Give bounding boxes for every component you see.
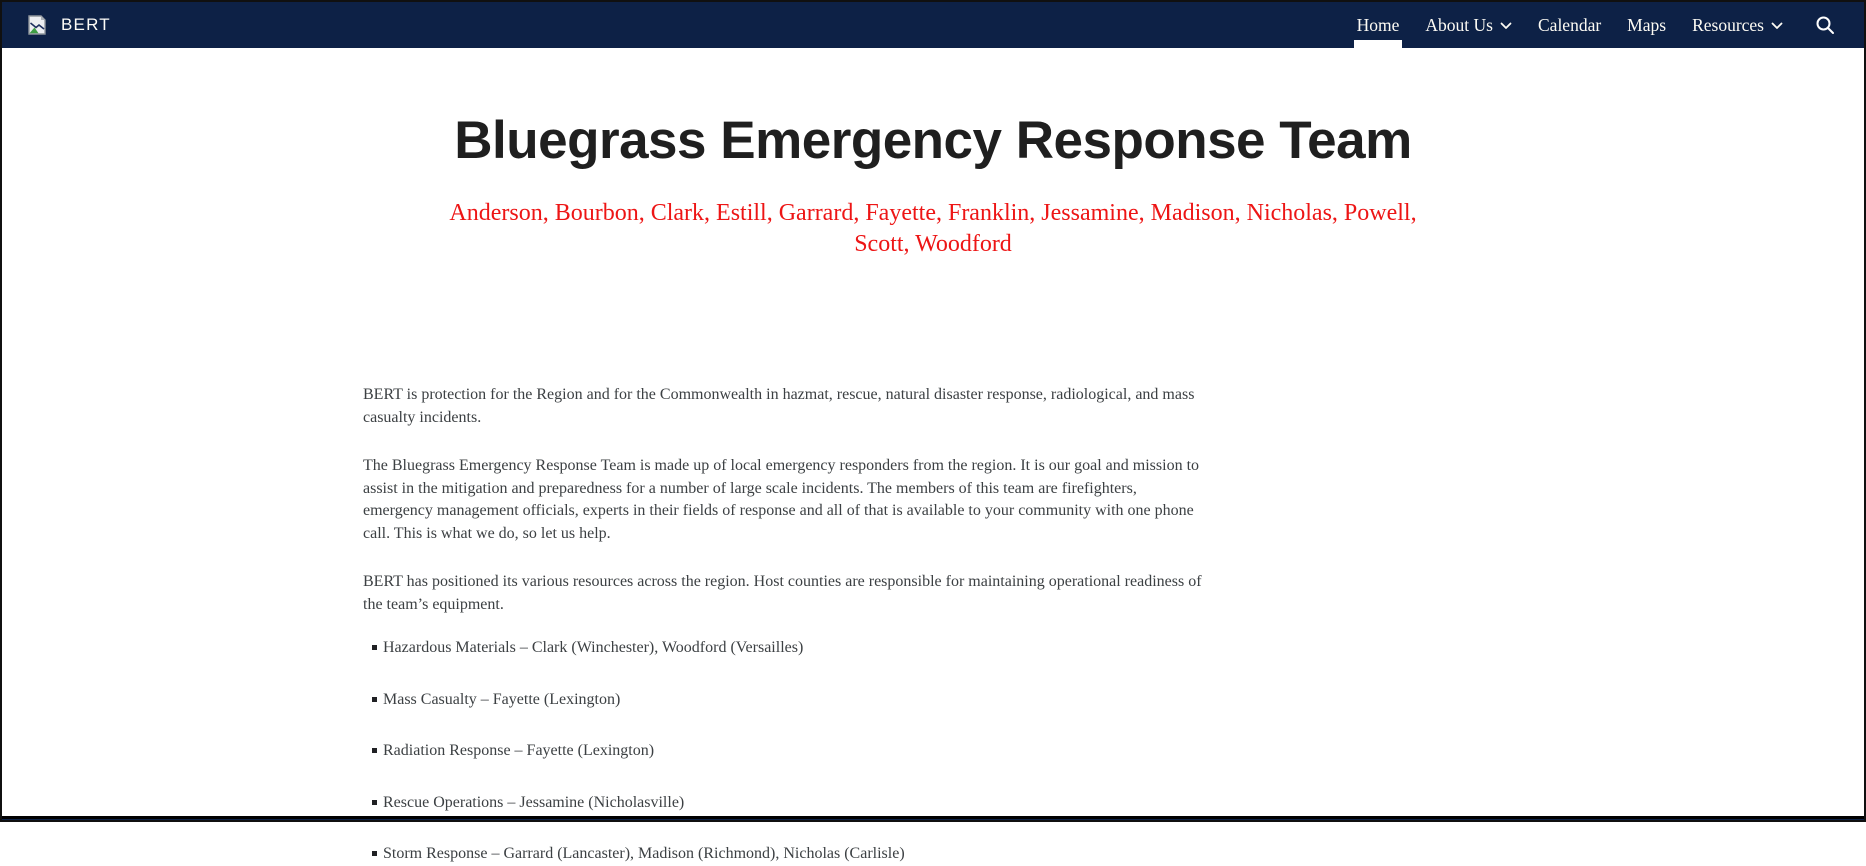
list-item-text: Radiation Response – Fayette (Lexington) bbox=[383, 742, 655, 760]
nav-item-about-us[interactable] bbox=[1412, 2, 1525, 48]
paragraph-team: The Bluegrass Emergency Response Team is made up of local emergency responders from the region. It is our goal and mission to assist in the mitigation and preparedness for a number of large scale incidents. The members of this team are firefighters, emergency management officials, experts in their fields of response and all of that is available to your community with one phone call. This is what we do, so let us help. bbox=[363, 457, 1200, 542]
list-item-text: Mass Casualty – Fayette (Lexington) bbox=[383, 690, 621, 708]
bullet-square-icon bbox=[372, 697, 377, 702]
counties-subtitle-line1: Anderson, Bourbon, Clark, Estill, Garrard, Fayette, Franklin, Jessamine, Madison, Nicholas, Powell, bbox=[449, 200, 1417, 227]
list-item-radiation-response bbox=[363, 740, 1208, 763]
nav-item-label: About Us bbox=[1425, 14, 1493, 35]
body-text-column bbox=[363, 384, 1208, 866]
list-item-rescue-operations bbox=[363, 792, 1208, 815]
bullet-square-icon bbox=[372, 800, 377, 805]
bullet-square-icon bbox=[372, 645, 377, 650]
list-item-hazardous-materials bbox=[363, 637, 1208, 660]
nav-item-calendar[interactable] bbox=[1525, 2, 1614, 48]
main-nav bbox=[1344, 2, 1842, 48]
list-item-text: Hazardous Materials – Clark (Winchester), Woodford (Versailles) bbox=[383, 639, 804, 657]
nav-item-label: Home bbox=[1356, 14, 1400, 35]
bullet-square-icon bbox=[372, 748, 377, 753]
chevron-down-icon bbox=[1500, 22, 1512, 30]
page-bottom-strip bbox=[2, 816, 1864, 820]
main-content bbox=[2, 112, 1864, 866]
paragraph-resources: BERT has positioned its various resources across the region. Host counties are responsible for maintaining operational readiness of the team’s equipment. bbox=[363, 573, 1202, 613]
search-button[interactable] bbox=[1808, 2, 1842, 48]
site-logo[interactable] bbox=[26, 14, 111, 36]
bullet-square-icon bbox=[372, 851, 377, 856]
page-title: Bluegrass Emergency Response Team bbox=[454, 111, 1412, 170]
counties-subtitle bbox=[2, 198, 1864, 260]
resource-list bbox=[363, 637, 1208, 866]
site-header bbox=[2, 2, 1864, 48]
list-item-storm-response bbox=[363, 843, 1208, 866]
search-icon bbox=[1815, 15, 1835, 35]
chevron-down-icon bbox=[1771, 22, 1783, 30]
counties-subtitle-line2: Scott, Woodford bbox=[854, 231, 1012, 258]
nav-item-label: Maps bbox=[1627, 14, 1667, 35]
nav-item-home[interactable] bbox=[1344, 2, 1413, 48]
site-title: BERT bbox=[61, 15, 111, 34]
nav-item-label: Calendar bbox=[1538, 14, 1602, 35]
nav-item-resources[interactable] bbox=[1679, 2, 1796, 48]
list-item-mass-casualty bbox=[363, 689, 1208, 712]
nav-item-label: Resources bbox=[1692, 14, 1764, 35]
nav-item-maps[interactable] bbox=[1614, 2, 1679, 48]
list-item-text: Storm Response – Garrard (Lancaster), Madison (Richmond), Nicholas (Carlisle) bbox=[383, 845, 905, 863]
list-item-text: Rescue Operations – Jessamine (Nicholasville) bbox=[383, 793, 685, 811]
paragraph-mission: BERT is protection for the Region and for the Commonwealth in hazmat, rescue, natural disaster response, radiological, and mass casualty incidents. bbox=[363, 386, 1195, 426]
broken-image-icon bbox=[26, 14, 48, 36]
